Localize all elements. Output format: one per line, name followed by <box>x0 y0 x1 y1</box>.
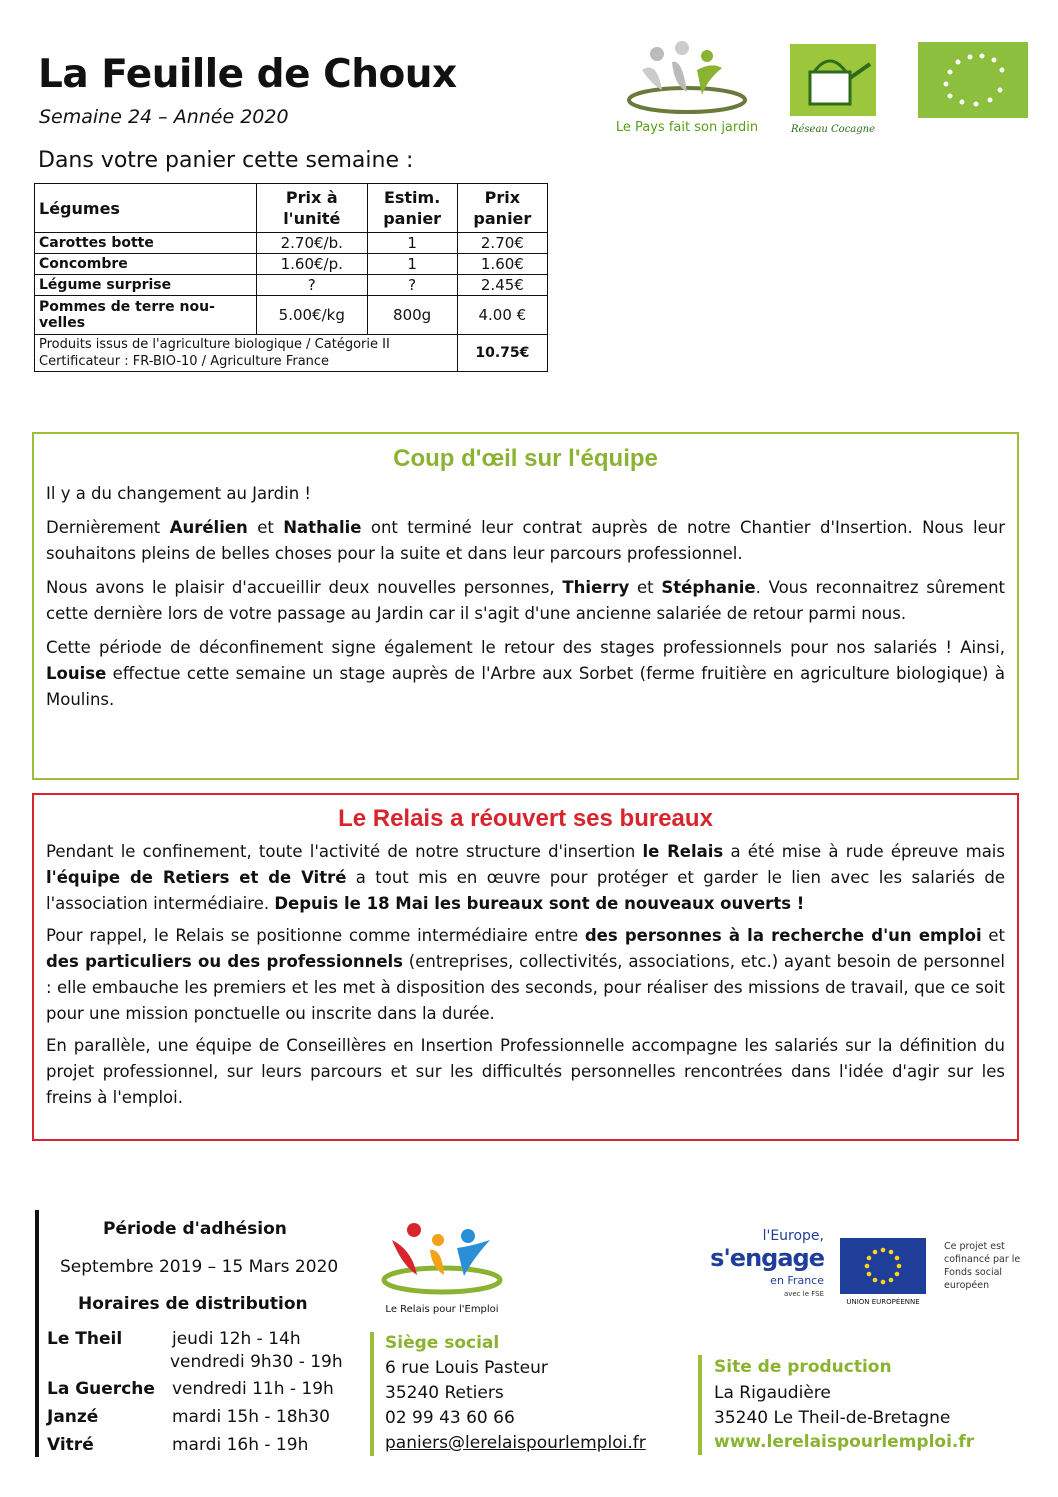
time-vitre: mardi 16h - 19h <box>172 1435 309 1455</box>
horaires-title: Horaires de distribution <box>78 1294 308 1314</box>
europe-line-4: avec le FSE <box>783 1290 824 1298</box>
team-paragraph-4: Cette période de déconfinement signe également le retour des stages professionnels pour nos salariés ! Ainsi, Louise effectue cette semaine un stage auprès de l'Arbre aux Sorbet (ferme fruitière en agriculture biologique) à Moulins. <box>46 638 1005 709</box>
time-le-theil-1: jeudi 12h - 14h <box>172 1329 301 1349</box>
unit-price: ? <box>257 275 368 296</box>
unit-price: 1.60€/p. <box>257 254 368 275</box>
certification-line-2: Certificateur : FR-BIO-10 / Agriculture France <box>39 354 330 369</box>
team-news-title: Coup d'œil sur l'équipe <box>393 445 658 472</box>
col-legumes: Légumes <box>35 184 257 233</box>
vegetable-name: Légume surprise <box>35 275 257 296</box>
website-link[interactable]: www.lerelaispourlemploi.fr <box>714 1432 975 1452</box>
relais-logo-label: Le Relais pour l'Emploi <box>385 1304 499 1315</box>
europe-line-1: l'Europe, <box>762 1228 824 1244</box>
basket-total: 10.75€ <box>457 335 547 372</box>
team-paragraph-3: Nous avons le plaisir d'accueillir deux nouvelles personnes, Thierry et Stéphanie. Vous reconnaitrez sûrement cette dernière lors de votre passage au Jardin car il s'agit d'une ancienne salariée de retour parmi nous. <box>46 578 1005 623</box>
certification-line-1: Produits issus de l'agriculture biologique / Catégorie II <box>39 337 390 352</box>
relais-news-title: Le Relais a réouvert ses bureaux <box>338 805 713 832</box>
footer-divider <box>35 1210 39 1457</box>
place-la-guerche: La Guerche <box>47 1379 155 1399</box>
site-title: Site de production <box>714 1357 892 1377</box>
vegetable-name: Concombre <box>35 254 257 275</box>
europe-line-3: en France <box>770 1274 824 1287</box>
relais-paragraph-2: Pour rappel, le Relais se positionne comme intermédiaire entre des personnes à la recherche d'un emploi et des particuliers ou des professionnels (entreprises, collectivités, associations, etc.) ayant besoin de personnel : elle embauche les premiers et les met à disposition des seconds, pour réaliser des missions de travail, que ce soit pour une mission ponctuelle ou inscrite dans la durée. <box>46 926 1005 1023</box>
basket-heading: Dans votre panier cette semaine : <box>38 148 414 173</box>
siege-phone: 02 99 43 60 66 <box>385 1408 515 1428</box>
reseau-cocagne-logo <box>788 42 878 137</box>
eu-organic-leaf-logo <box>918 42 1028 118</box>
unit-price: 2.70€/b. <box>257 233 368 254</box>
pays-fait-son-jardin-logo <box>612 40 762 140</box>
adhesion-dates: Septembre 2019 – 15 Mars 2020 <box>60 1257 339 1277</box>
site-place: La Rigaudière <box>714 1383 831 1403</box>
estimated-qty: 1 <box>367 233 457 254</box>
team-news-box <box>32 432 1019 780</box>
newsletter-title: La Feuille de Choux <box>38 52 457 97</box>
col-estim-panier: Estim. panier <box>367 184 457 233</box>
siege-title: Siège social <box>385 1333 500 1353</box>
place-janze: Janzé <box>47 1407 99 1427</box>
table-header-row <box>35 184 548 233</box>
pays-logo-label: Le Pays fait son jardin <box>615 120 759 135</box>
table-row <box>35 254 548 275</box>
col-prix-panier: Prix panier <box>457 184 547 233</box>
table-row <box>35 233 548 254</box>
europe-sengage-logo <box>704 1228 826 1308</box>
adhesion-title: Période d'adhésion <box>103 1219 287 1239</box>
relais-news-box <box>32 793 1019 1141</box>
team-paragraph-1: Il y a du changement au Jardin ! <box>46 484 312 503</box>
time-la-guerche: vendredi 11h - 19h <box>172 1379 334 1399</box>
contact-email-link[interactable]: paniers@lerelaispourlemploi.fr <box>385 1433 646 1453</box>
basket-price: 2.45€ <box>457 275 547 296</box>
relais-paragraph-1: Pendant le confinement, toute l'activité de notre structure d'insertion le Relais a été mise à rude épreuve mais l'équipe de Retiers et de Vitré a tout mis en œuvre pour protéger et garder le lien avec les salariés de l'association intermédiaire. Depuis le 18 Mai les bureaux sont de nouveaux ouverts ! <box>46 842 1005 913</box>
cocagne-logo-label: Réseau Cocagne <box>790 124 876 135</box>
estimated-qty: 1 <box>367 254 457 275</box>
vegetable-name: Carottes botte <box>35 233 257 254</box>
relais-pour-emploi-logo <box>372 1220 512 1320</box>
basket-table <box>34 183 548 372</box>
estimated-qty: 800g <box>367 296 457 335</box>
eu-flag-icon <box>840 1238 926 1294</box>
issue-subtitle: Semaine 24 – Année 2020 <box>39 106 289 128</box>
team-paragraph-2: Dernièrement Aurélien et Nathalie ont terminé leur contrat auprès de notre Chantier d'Insertion. Nous leur souhaitons pleins de belles choses pour la suite et dans leur parcours professionnel. <box>46 518 1005 563</box>
table-row <box>35 296 548 335</box>
basket-price: 2.70€ <box>457 233 547 254</box>
gardeners-figures-icon <box>612 40 762 120</box>
europe-line-2: s'engage <box>710 1244 824 1272</box>
siege-address: 6 rue Louis Pasteur <box>385 1358 548 1378</box>
time-janze: mardi 15h - 18h30 <box>172 1407 330 1427</box>
unit-price: 5.00€/kg <box>257 296 368 335</box>
table-footer-row <box>35 335 548 372</box>
estimated-qty: ? <box>367 275 457 296</box>
place-vitre: Vitré <box>47 1435 94 1455</box>
ue-label: UNION EUROPÉENNE <box>846 1298 920 1306</box>
site-divider <box>698 1355 702 1455</box>
basket-price: 4.00 € <box>457 296 547 335</box>
relais-paragraph-3: En parallèle, une équipe de Conseillères en Insertion Professionnelle accompagne les salariés sur la définition du projet professionnel, sur leurs parcours et sur les difficultés personnelles rencontrées dans l'idée d'agir sur les freins à l'emploi. <box>46 1036 1005 1107</box>
table-row <box>35 275 548 296</box>
siege-divider <box>370 1332 374 1456</box>
site-city: 35240 Le Theil-de-Bretagne <box>714 1408 951 1428</box>
union-europeenne-logo <box>840 1238 926 1308</box>
fse-cofinance-note: Ce projet est cofinancé par le Fonds social européen <box>944 1241 1021 1291</box>
siege-city: 35240 Retiers <box>385 1383 504 1403</box>
relais-people-icon <box>372 1220 512 1298</box>
place-le-theil: Le Theil <box>47 1329 123 1349</box>
watering-can-icon <box>788 42 878 137</box>
basket-price: 1.60€ <box>457 254 547 275</box>
vegetable-name: Pommes de terre nou-velles <box>35 296 257 335</box>
col-prix-unite: Prix à l'unité <box>257 184 368 233</box>
time-le-theil-2: vendredi 9h30 - 19h <box>170 1352 343 1372</box>
certification-note <box>35 335 458 372</box>
eu-leaf-stars-icon <box>918 42 1028 118</box>
